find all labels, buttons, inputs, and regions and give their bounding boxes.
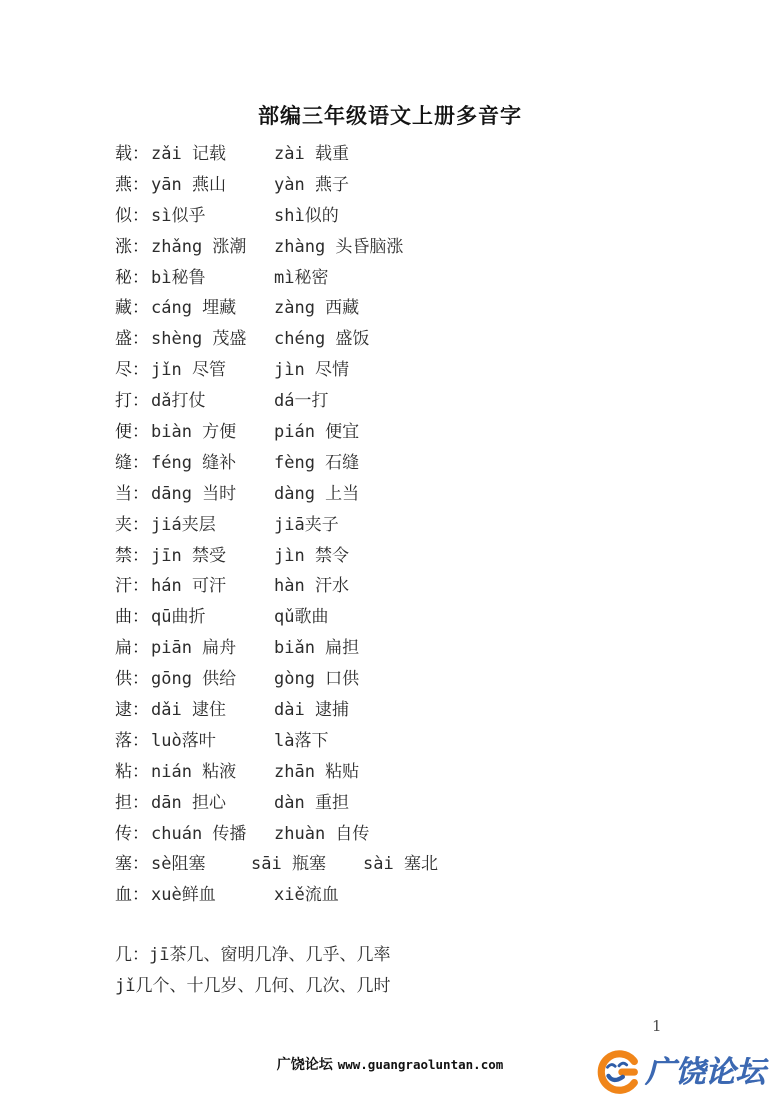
polyphone-row — [115, 819, 675, 850]
row-reading: gòng 口供 — [274, 669, 360, 690]
row-reading: jīn 禁受 — [151, 545, 226, 566]
row-character: 涨： — [115, 236, 149, 257]
row-character: 藏： — [115, 298, 149, 319]
row-reading: shèng 茂盛 — [151, 329, 247, 350]
row-reading: yān 燕山 — [151, 174, 226, 195]
row-character: 燕： — [115, 174, 149, 195]
row-reading: dāng 当时 — [151, 483, 237, 504]
row-reading: biǎn 扁担 — [274, 638, 360, 659]
row-reading: jìn 尽情 — [274, 360, 349, 381]
row-character: 曲： — [115, 607, 149, 628]
row-reading: chuán 传播 — [151, 823, 247, 844]
row-character: 似： — [115, 205, 149, 226]
polyphone-row — [115, 170, 675, 201]
row-character: 当： — [115, 483, 149, 504]
row-reading: bì秘鲁 — [151, 267, 206, 288]
polyphone-row — [115, 541, 675, 572]
row-character: 缝： — [115, 452, 149, 473]
row-reading: zhān 粘贴 — [274, 761, 360, 782]
row-character: 便： — [115, 422, 149, 443]
site-logo — [596, 1050, 765, 1096]
row-character: 供： — [115, 669, 149, 690]
row-reading: dài 逮捕 — [274, 700, 349, 721]
polyphone-row — [115, 602, 675, 633]
row-reading: zhǎng 涨潮 — [151, 236, 247, 257]
polyphone-row — [115, 293, 675, 324]
row-reading: yàn 燕子 — [274, 174, 349, 195]
row-reading: fèng 石缝 — [274, 452, 360, 473]
row-reading: pián 便宜 — [274, 422, 360, 443]
row-reading: dān 担心 — [151, 792, 226, 813]
row-reading: nián 粘液 — [151, 761, 237, 782]
row-reading: zhàng 头昏脑涨 — [274, 236, 404, 257]
row-reading: chéng 盛饭 — [274, 329, 370, 350]
row-character: 汗： — [115, 576, 149, 597]
row-reading: xiě流血 — [274, 885, 339, 906]
row-reading: biàn 方便 — [151, 422, 237, 443]
row-reading: cáng 埋藏 — [151, 298, 237, 319]
row-reading: gōng 供给 — [151, 669, 237, 690]
row-reading: qū曲折 — [151, 607, 206, 628]
polyphone-row — [115, 633, 675, 664]
row-character: 逮： — [115, 700, 149, 721]
row-reading: zhuàn 自传 — [274, 823, 370, 844]
row-reading: sài 塞北 — [363, 854, 438, 875]
row-reading: jiá夹层 — [151, 514, 216, 535]
row-reading: sì似乎 — [151, 205, 206, 226]
row-character: 血： — [115, 885, 149, 906]
footer-site-name: 广饶论坛 — [276, 1057, 333, 1073]
row-character: 秘： — [115, 267, 149, 288]
polyphone-row — [115, 201, 675, 232]
row-reading: dá一打 — [274, 391, 329, 412]
polyphone-row — [115, 417, 675, 448]
row-reading: féng 缝补 — [151, 452, 237, 473]
row-reading: jìn 禁令 — [274, 545, 349, 566]
row-reading: luò落叶 — [151, 730, 216, 751]
row-character: 盛： — [115, 329, 149, 350]
row-character: 塞： — [115, 854, 149, 875]
row-reading: xuè鲜血 — [151, 885, 216, 906]
row-reading: dǎi 逮住 — [151, 700, 226, 721]
row-character: 禁： — [115, 545, 149, 566]
row-character: 担： — [115, 792, 149, 813]
polyphone-row — [115, 757, 675, 788]
row-reading: zài 载重 — [274, 144, 349, 164]
polyphone-row — [115, 571, 675, 602]
polyphone-rows-list — [115, 139, 675, 911]
footer-site-url: www.guangraoluntan.com — [337, 1057, 504, 1072]
row-reading: hán 可汗 — [151, 576, 226, 597]
polyphone-row — [115, 139, 675, 170]
row-reading: dǎ打仗 — [151, 391, 206, 412]
polyphone-row — [115, 324, 675, 355]
document-title: 部编三年级语文上册多音字 — [258, 104, 522, 128]
polyphone-row — [115, 263, 675, 294]
row-reading: jǐn 尽管 — [151, 360, 226, 381]
row-reading: zàng 西藏 — [274, 298, 360, 319]
row-reading: qǔ歌曲 — [274, 607, 329, 628]
row-reading: sāi 瓶塞 — [251, 854, 326, 875]
polyphone-row — [115, 849, 675, 880]
page-number: 1 — [652, 1017, 662, 1035]
row-character: 传： — [115, 823, 149, 844]
polyphone-row — [115, 695, 675, 726]
polyphone-row — [115, 726, 675, 757]
polyphone-row — [115, 448, 675, 479]
row-reading: jiā夹子 — [274, 514, 339, 535]
row-reading: zǎi 记载 — [151, 144, 226, 164]
row-reading: piān 扁舟 — [151, 638, 237, 659]
polyphone-row — [115, 386, 675, 417]
row-reading: mì秘密 — [274, 267, 329, 288]
polyphone-row — [115, 479, 675, 510]
row-reading: hàn 汗水 — [274, 576, 349, 597]
row-reading: sè阻塞 — [151, 854, 206, 875]
ji-character-section — [115, 940, 675, 1002]
row-reading: dàng 上当 — [274, 483, 360, 504]
polyphone-row — [115, 355, 675, 386]
polyphone-row — [115, 788, 675, 819]
polyphone-row — [115, 510, 675, 541]
row-character: 落： — [115, 730, 149, 751]
polyphone-row — [115, 232, 675, 263]
logo-wordmark: 广饶论坛 — [645, 1055, 765, 1090]
row-character: 扁： — [115, 638, 149, 659]
row-character: 打： — [115, 391, 149, 412]
row-reading: shì似的 — [274, 205, 339, 226]
row-reading: dàn 重担 — [274, 792, 349, 813]
polyphone-row — [115, 664, 675, 695]
ji-line: jǐ几个、十几岁、几何、几次、几时 — [115, 976, 391, 996]
row-character: 夹： — [115, 514, 149, 535]
smiley-g-icon — [596, 1050, 642, 1096]
row-reading: là落下 — [274, 730, 329, 751]
row-character: 粘： — [115, 761, 149, 782]
ji-line: 几：jī茶几、窗明几净、几乎、几率 — [115, 945, 391, 965]
polyphone-row — [115, 880, 675, 911]
row-character: 尽： — [115, 360, 149, 381]
row-character: 载： — [115, 144, 149, 164]
